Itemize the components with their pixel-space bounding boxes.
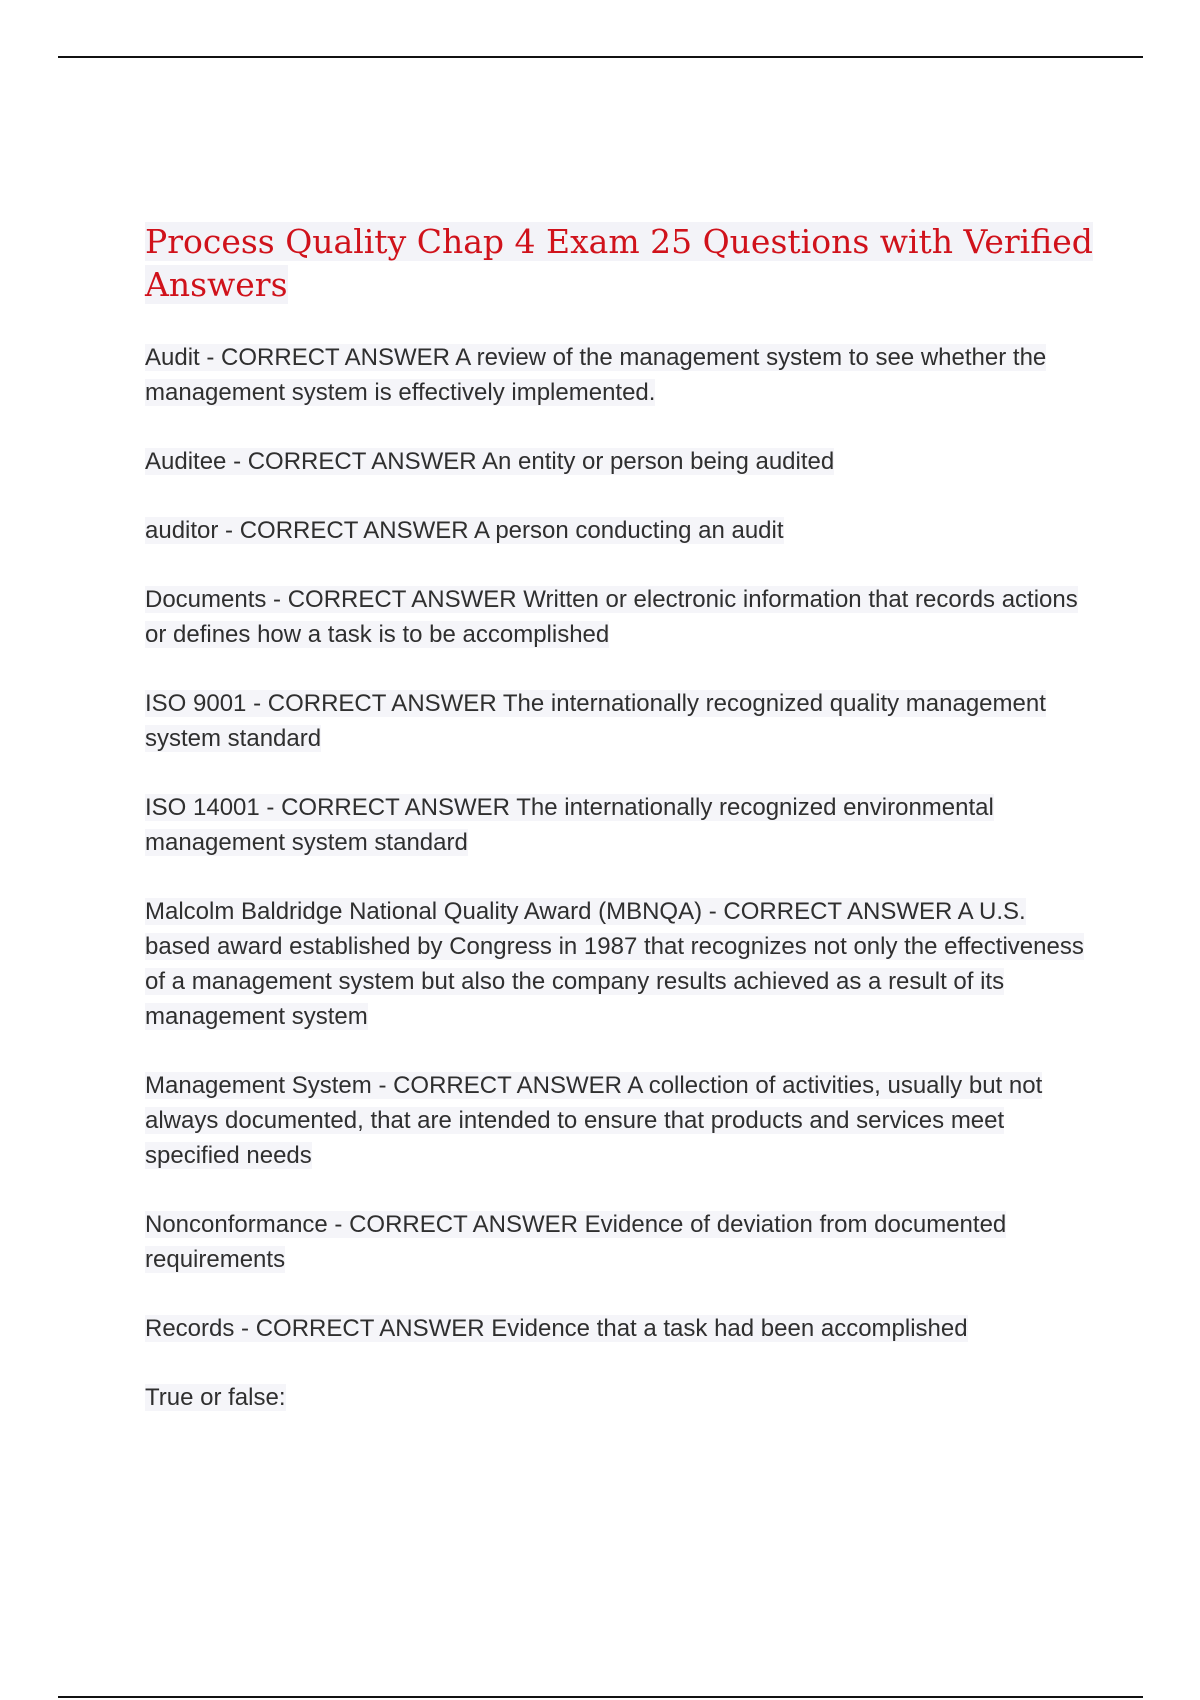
header-rule (58, 56, 1143, 58)
document-body (145, 220, 1095, 1449)
qa-entry-iso-9001 (145, 686, 1095, 756)
qa-entry-text: True or false: (145, 1384, 286, 1411)
qa-entry-records (145, 1311, 1095, 1346)
qa-entry-text: Malcolm Baldridge National Quality Award (MBNQA) - CORRECT ANSWER A U.S. based award established by Congress in 1987 that recognizes not only the effectiveness of a management system but also the company results achieved as a result of its management system (145, 898, 1084, 1030)
qa-entry-text: Records - CORRECT ANSWER Evidence that a task had been accomplished (145, 1315, 968, 1342)
qa-entry-text: Nonconformance - CORRECT ANSWER Evidence of deviation from documented requirements (145, 1211, 1007, 1273)
qa-entry-text: auditor - CORRECT ANSWER A person conducting an audit (145, 517, 784, 544)
qa-entry-documents (145, 582, 1095, 652)
footer-rule (58, 1696, 1143, 1698)
document-title-text: Process Quality Chap 4 Exam 25 Questions with Verified Answers (145, 222, 1093, 304)
qa-entry-text: ISO 9001 - CORRECT ANSWER The internationally recognized quality management system standard (145, 690, 1046, 752)
qa-entry-audit (145, 340, 1095, 410)
qa-entry-true-or-false (145, 1380, 1095, 1415)
qa-entry-mbnqa (145, 894, 1095, 1034)
qa-entry-auditee (145, 444, 1095, 479)
qa-entry-management-system (145, 1068, 1095, 1173)
qa-entry-text: Audit - CORRECT ANSWER A review of the management system to see whether the management system is effectively implemented. (145, 344, 1047, 406)
qa-entry-iso-14001 (145, 790, 1095, 860)
qa-entry-text: Management System - CORRECT ANSWER A collection of activities, usually but not always documented, that are intended to ensure that products and services meet specified needs (145, 1072, 1043, 1169)
qa-entry-nonconformance (145, 1207, 1095, 1277)
document-title (145, 220, 1095, 306)
qa-entry-text: ISO 14001 - CORRECT ANSWER The internationally recognized environmental management system standard (145, 794, 994, 856)
qa-entry-text: Documents - CORRECT ANSWER Written or electronic information that records actions or defines how a task is to be accomplished (145, 586, 1078, 648)
qa-entry-text: Auditee - CORRECT ANSWER An entity or person being audited (145, 448, 835, 475)
qa-entry-auditor (145, 513, 1095, 548)
